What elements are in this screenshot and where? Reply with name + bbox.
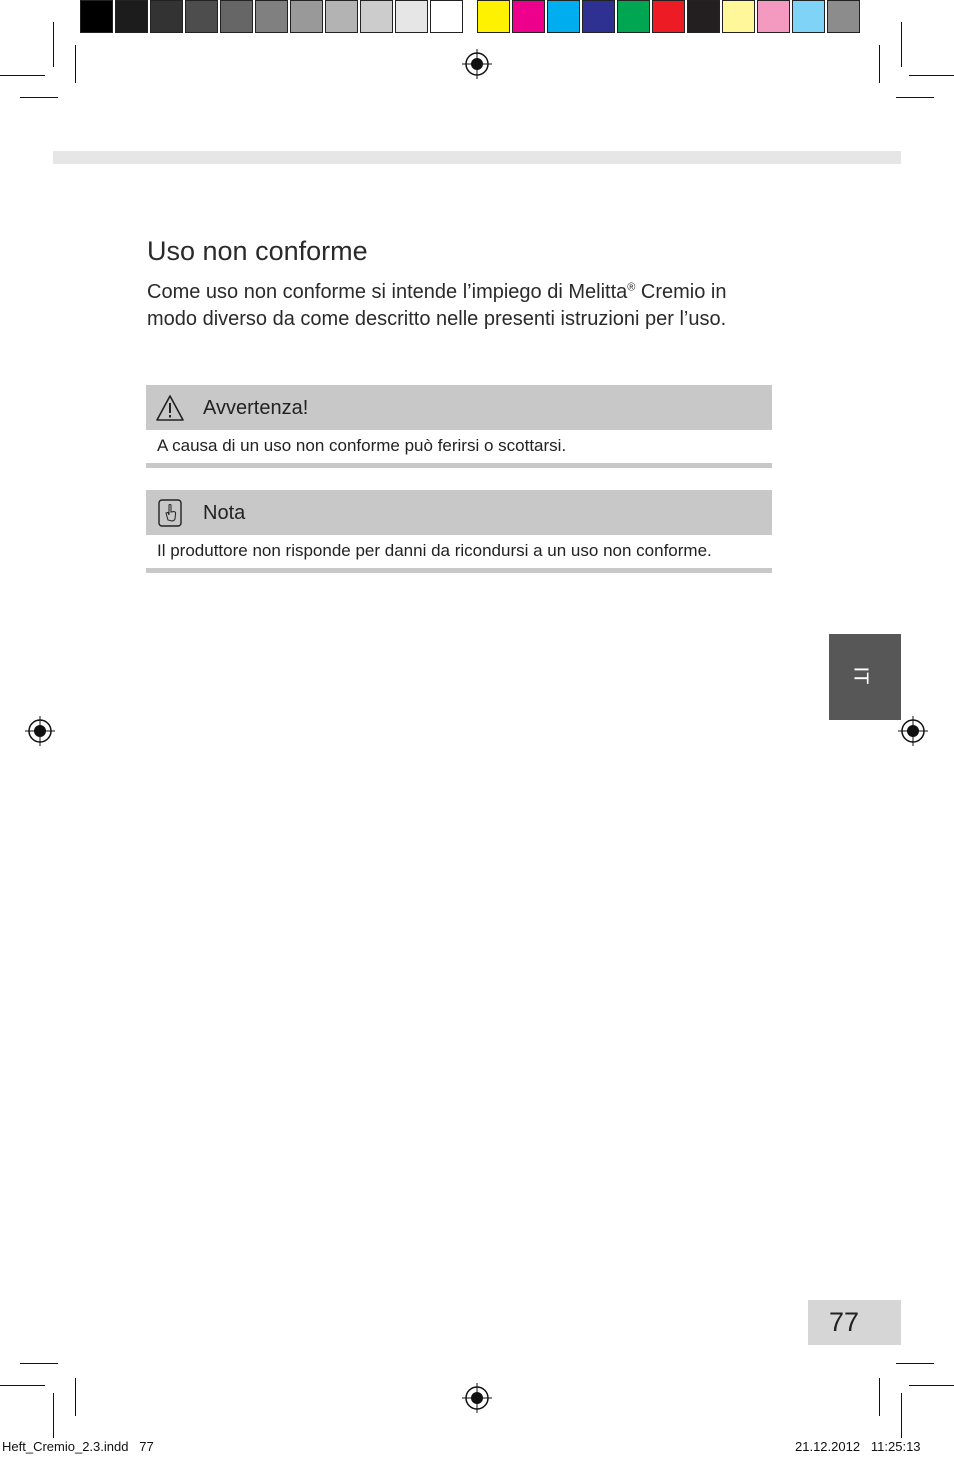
crop-mark: [75, 45, 76, 83]
page-number-box: [808, 1300, 901, 1345]
warning-rule: [146, 463, 772, 468]
color-swatch: [512, 0, 545, 33]
crop-mark: [0, 1385, 45, 1386]
gray-swatch: [185, 0, 218, 33]
note-text: Il produttore non risponde per danni da ricondursi a un uso non conforme.: [157, 541, 712, 560]
crop-mark: [20, 1363, 58, 1364]
crop-mark: [901, 22, 902, 67]
color-swatch: [687, 0, 720, 33]
warning-text: A causa di un uso non conforme può ferirsi o scottarsi.: [157, 436, 567, 455]
slug-filename: Heft_Cremio_2.3.indd 77: [2, 1439, 154, 1454]
header-band: [53, 151, 901, 164]
color-swatch: [652, 0, 685, 33]
gray-swatch: [360, 0, 393, 33]
warning-triangle-icon: [155, 394, 185, 422]
crop-mark: [20, 97, 58, 98]
intro-text-2: Cremio in modo diverso da come descritto nelle presenti istruzioni per l’uso.: [147, 281, 727, 330]
crop-mark: [909, 75, 954, 76]
crop-mark: [53, 1393, 54, 1438]
intro-paragraph: [147, 279, 767, 333]
crop-mark: [896, 97, 934, 98]
registration-mark-icon: [462, 49, 492, 79]
color-swatch: [757, 0, 790, 33]
warning-label: Avvertenza!: [203, 397, 309, 419]
color-swatch: [722, 0, 755, 33]
intro-text-1: Come uso non conforme si intende l’impiego di Melitta: [147, 281, 628, 303]
crop-mark: [909, 1385, 954, 1386]
page-number: 77: [829, 1307, 860, 1337]
warning-box: [146, 385, 772, 468]
crop-mark: [0, 75, 45, 76]
crop-mark: [901, 1393, 902, 1438]
gray-swatch: [255, 0, 288, 33]
registration-mark-icon: [462, 1383, 492, 1413]
crop-mark: [879, 1378, 880, 1416]
note-box: [146, 490, 772, 573]
color-swatch: [792, 0, 825, 33]
registration-mark-icon: [25, 716, 55, 746]
color-swatch: [582, 0, 615, 33]
color-swatch: [477, 0, 510, 33]
color-swatch: [547, 0, 580, 33]
crop-mark: [896, 1363, 934, 1364]
slug-timestamp: 21.12.2012 11:25:13: [795, 1439, 921, 1454]
gray-swatch: [395, 0, 428, 33]
gray-swatch: [150, 0, 183, 33]
note-header: [146, 490, 772, 535]
gray-swatch: [115, 0, 148, 33]
warning-header: [146, 385, 772, 430]
crop-mark: [75, 1378, 76, 1416]
gray-swatch: [80, 0, 113, 33]
section-title: Uso non conforme: [147, 236, 368, 266]
swatch-gap: [465, 0, 477, 37]
note-label: Nota: [203, 502, 246, 524]
gray-swatch: [220, 0, 253, 33]
language-label: IT: [849, 666, 872, 685]
crop-mark: [53, 22, 54, 67]
crop-mark: [879, 45, 880, 83]
color-swatch: [617, 0, 650, 33]
registration-mark-icon: [898, 716, 928, 746]
color-swatch: [827, 0, 860, 33]
printer-color-bar: [80, 0, 862, 37]
pointing-hand-icon: [155, 499, 185, 527]
language-tab: [829, 634, 901, 720]
gray-swatch: [290, 0, 323, 33]
registered-mark: ®: [627, 281, 636, 294]
gray-swatch: [430, 0, 463, 33]
gray-swatch: [325, 0, 358, 33]
note-rule: [146, 568, 772, 573]
